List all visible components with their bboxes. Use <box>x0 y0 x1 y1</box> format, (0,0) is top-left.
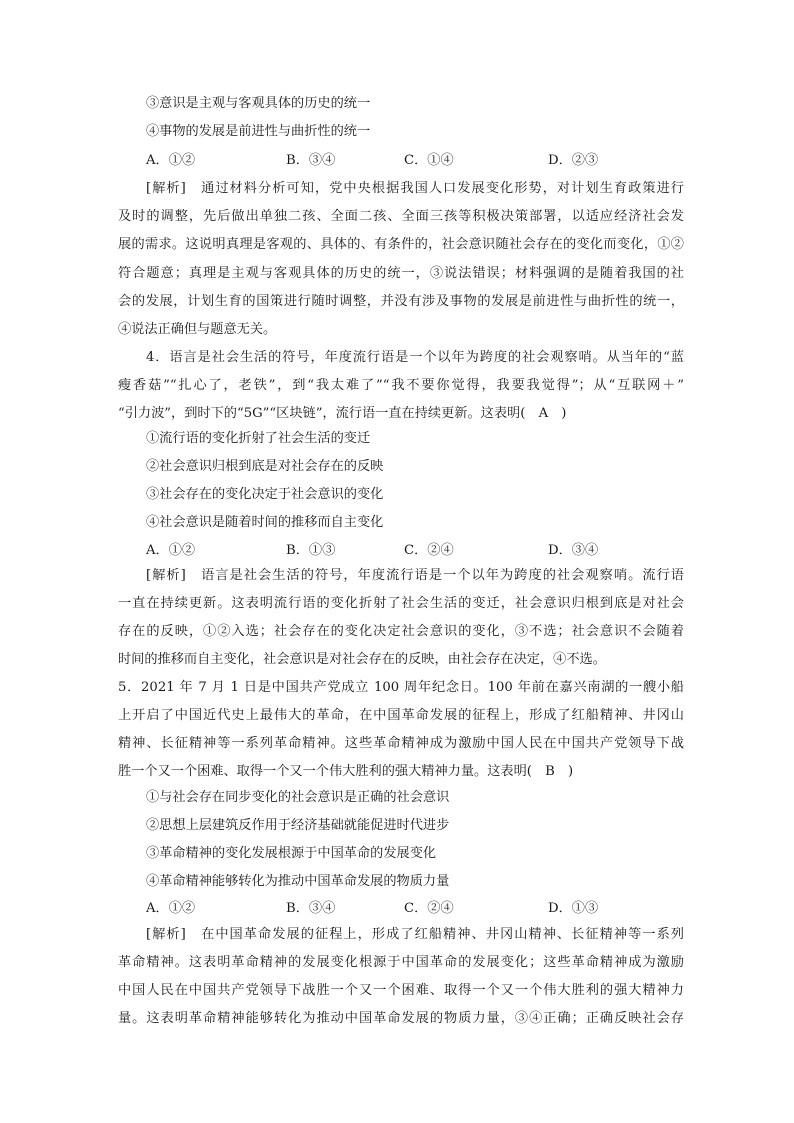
q4-analysis-line: 一直在持续更新。这表明流行语的变化折射了社会生活的变迁，社会意识归根到底是对社会 <box>118 596 684 611</box>
q5-option-d: D．①③ <box>548 901 599 916</box>
q5-item-4: ④革命精神能够转化为推动中国革命发展的物质力量 <box>146 874 450 889</box>
q3-option-b: B．③④ <box>286 153 336 168</box>
q4-stem-line: 4．语言是社会生活的符号，年度流行语是一个以年为跨度的社会观察哨。从当年的“蓝 <box>146 350 684 365</box>
q4-analysis-line: [解析] 语言是社会生活的符号，年度流行语是一个以年为跨度的社会观察哨。流行语 <box>146 568 684 583</box>
q5-options <box>146 900 666 918</box>
q5-stem-line: 胜一个又一个困难、取得一个又一个伟大胜利的强大精神力量。这表明( B ) <box>118 764 574 779</box>
q3-item-3: ③意识是主观与客观具体的历史的统一 <box>146 96 371 111</box>
q4-option-b: B．①③ <box>286 543 336 558</box>
q5-option-b: B．③④ <box>286 901 336 916</box>
q5-stem-line: 精神、长征精神等一系列革命精神。这些革命精神成为激励中国人民在中国共产党领导下战 <box>118 736 684 751</box>
q5-analysis-line: 量。这表明革命精神能够转化为推动中国革命发展的物质力量，③④正确；正确反映社会存 <box>118 1011 684 1026</box>
q3-analysis-line: 会的发展，计划生育的国策进行随时调整，并没有涉及事物的发展是前进性与曲折性的统一， <box>118 294 684 309</box>
q3-item-4: ④事物的发展是前进性与曲折性的统一 <box>146 124 371 139</box>
q3-analysis-line: [解析] 通过材料分析可知，党中央根据我国人口发展变化形势，对计划生育政策进行 <box>146 181 684 196</box>
q5-option-c: C．②④ <box>404 901 454 916</box>
q4-analysis-line: 时间的推移而自主变化，社会意识是对社会存在的反映，由社会存在决定，④不选。 <box>118 652 606 667</box>
q3-option-d: D．②③ <box>548 153 599 168</box>
q5-analysis-line: 革命精神。这表明革命精神的发展变化根源于中国革命的发展变化；这些革命精神成为激励 <box>118 955 684 970</box>
q5-item-3: ③革命精神的变化发展根源于中国革命的发展变化 <box>146 846 437 861</box>
q3-options <box>146 152 666 170</box>
q4-option-d: D．③④ <box>548 543 599 558</box>
q5-item-2: ②思想上层建筑反作用于经济基础就能促进时代进步 <box>146 818 450 833</box>
q4-stem-line: “引力波”，到时下的“5G”“区块链”，流行语一直在持续更新。这表明( A ) <box>118 406 567 421</box>
q4-item-4: ④社会意识是随着时间的推移而自主变化 <box>146 515 384 530</box>
q5-analysis-line: [解析] 在中国革命发展的征程上，形成了红船精神、井冈山精神、长征精神等一系列 <box>146 927 684 942</box>
q4-item-2: ②社会意识归根到底是对社会存在的反映 <box>146 459 384 474</box>
q3-analysis-line: 符合题意；真理是主观与客观具体的历史的统一，③说法错误；材料强调的是随着我国的社 <box>118 266 684 281</box>
q5-analysis-line: 中国人民在中国共产党领导下战胜一个又一个困难、取得一个又一个伟大胜利的强大精神力 <box>118 983 684 998</box>
q4-item-3: ③社会存在的变化决定于社会意识的变化 <box>146 487 384 502</box>
q4-option-c: C．②④ <box>404 543 454 558</box>
q3-analysis-line: ④说法正确但与题意无关。 <box>118 322 277 337</box>
q4-stem-line: 瘦香菇”“扎心了，老铁”，到“我太难了”“我不要你觉得，我要我觉得”；从“互联网＋” <box>118 378 684 393</box>
q3-analysis-line: 及时的调整，先后做出单独二孩、全面二孩、全面三孩等积极决策部署，以适应经济社会发 <box>118 209 684 224</box>
q5-option-a: A．①② <box>146 901 196 916</box>
q4-options <box>146 542 666 560</box>
q4-option-a: A．①② <box>146 543 196 558</box>
q4-analysis-line: 存在的反映，①②入选；社会存在的变化决定社会意识的变化，③不选；社会意识不会随着 <box>118 624 684 639</box>
q3-option-c: C．①④ <box>404 153 454 168</box>
q3-option-a: A．①② <box>146 153 196 168</box>
q3-analysis-line: 展的需求。这说明真理是客观的、具体的、有条件的，社会意识随社会存在的变化而变化，①② <box>118 237 684 252</box>
q5-stem-line: 上开启了中国近代史上最伟大的革命，在中国革命发展的征程上，形成了红船精神、井冈山 <box>118 708 684 723</box>
q4-item-1: ①流行语的变化折射了社会生活的变迁 <box>146 431 371 446</box>
q5-stem-line: 5．2021 年 7 月 1 日是中国共产党成立 100 周年纪念日。100 年前在嘉兴南湖的一艘小船 <box>118 680 684 695</box>
q5-item-1: ①与社会存在同步变化的社会意识是正确的社会意识 <box>146 790 450 805</box>
